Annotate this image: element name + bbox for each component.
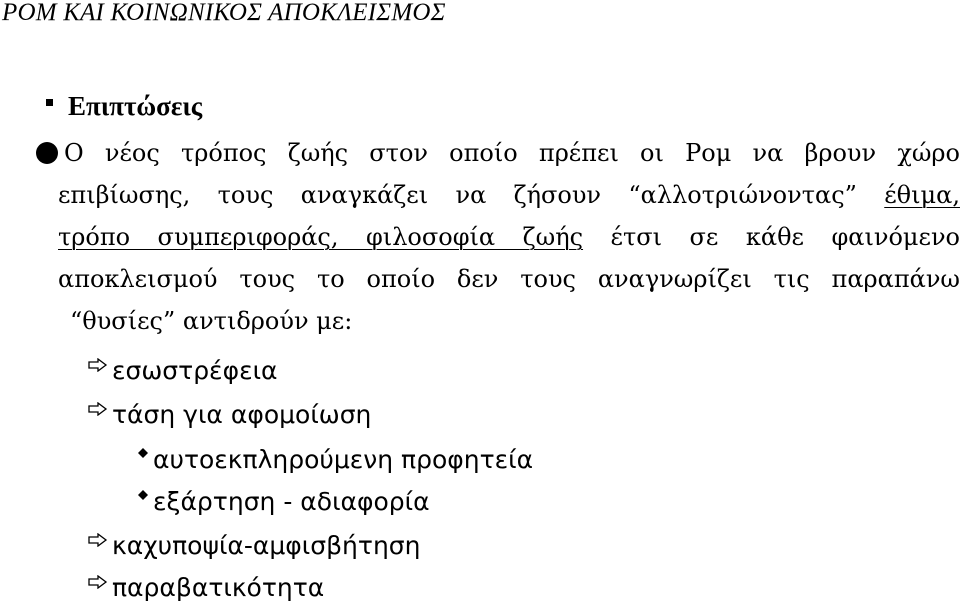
reaction-item: [88, 395, 371, 433]
paragraph-line: αποκλεισμού τους το οποίο δεν τους αναγνωρίζει τις παραπάνω: [58, 265, 960, 293]
hollow-arrow-icon: [88, 358, 108, 372]
hollow-arrow-icon: [88, 533, 108, 547]
underlined-text: τρόπο συμπεριφοράς, φιλοσοφία ζωής: [58, 223, 584, 251]
paragraph-text: επιβίωσης, τους αναγκάζει να ζήσουν “αλλοτριώνοντας”: [58, 181, 857, 209]
underlined-text: έθιμα,: [884, 181, 960, 209]
diamond-bullet-icon: [138, 448, 148, 458]
hollow-arrow-icon: [88, 402, 108, 416]
sub-reaction-label: αυτοεκπληρούμενη προφητεία: [153, 444, 534, 474]
reaction-item: [88, 526, 420, 564]
square-bullet-icon: [46, 99, 53, 106]
reaction-item: [88, 568, 324, 606]
paragraph-line: “θυσίες” αντιδρούν με:: [70, 307, 353, 335]
paragraph-line: [58, 175, 960, 215]
reaction-label: εσωστρέφεια: [112, 355, 278, 385]
slide-title: ΡΟΜ ΚΑΙ ΚΟΙΝΩΝΙΚΟΣ ΑΠΟΚΛΕΙΣΜΟΣ: [2, 0, 446, 26]
sub-reaction-item: [138, 482, 430, 520]
reaction-label: καχυποψία-αμφισβήτηση: [112, 530, 421, 560]
paragraph-line: [58, 217, 960, 257]
diamond-bullet-icon: [138, 490, 148, 500]
section-heading: [46, 89, 202, 123]
reaction-label: τάση για αφομοίωση: [112, 399, 372, 429]
reaction-item: [88, 351, 278, 389]
heading-text: Επιπτώσεις: [68, 90, 203, 121]
hollow-arrow-icon: [88, 575, 108, 589]
sub-reaction-label: εξάρτηση - αδιαφορία: [153, 486, 430, 516]
paragraph-line: Ο νέος τρόπος ζωής στον οποίο πρέπει οι Ρομ να βρουν χώρο: [64, 139, 960, 167]
sub-reaction-item: [138, 440, 533, 478]
round-bullet-icon: [36, 142, 58, 164]
paragraph-text: έτσι σε κάθε φαινόμενο: [610, 223, 960, 251]
reaction-label: παραβατικότητα: [112, 572, 325, 602]
